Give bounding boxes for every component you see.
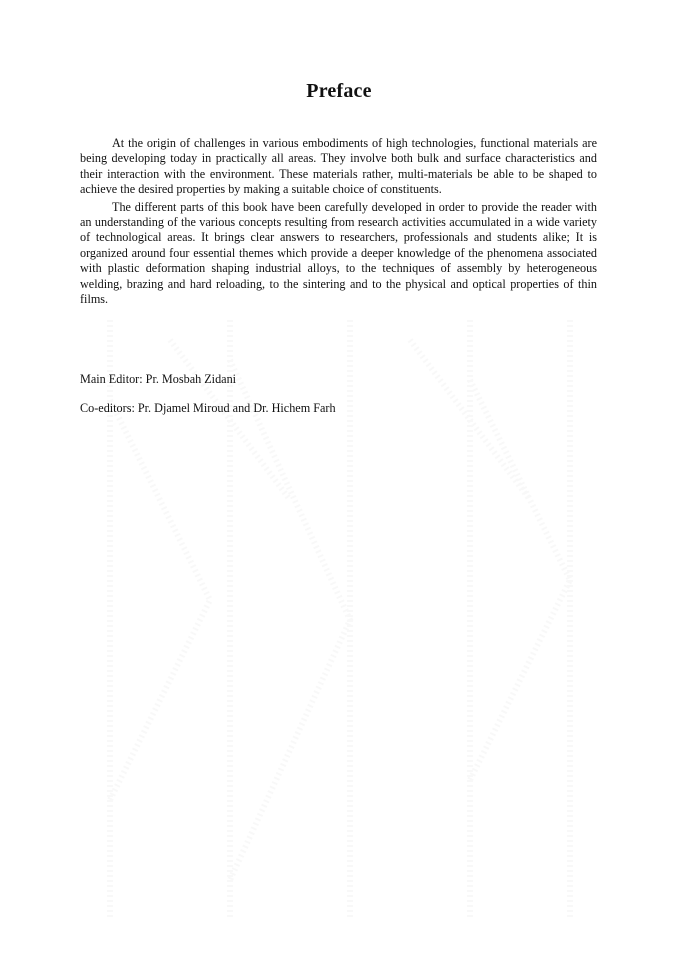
paragraph-2: The different parts of this book have been carefully developed in order to provide the reader with an understanding of the various concepts resulting from research activities accumulated in a wide variety of technological areas. It brings clear answers to researchers, professionals and students alike; It is organized around four essential themes which provide a deeper knowledge of the phenomena associated with plastic deformation shaping industrial alloys, to the techniques of assembly by heterogeneous welding, brazing and hard reloading, to the sintering and to the physical and optical properties of thin films. xyxy=(80,199,597,307)
main-editor: Main Editor: Pr. Mosbah Zidani xyxy=(80,372,237,386)
co-editors: Co-editors: Pr. Djamel Miroud and Dr. Hichem Farh xyxy=(80,401,336,415)
editor-credits xyxy=(80,372,600,416)
paragraph-1: At the origin of challenges in various embodiments of high technologies, functional materials are being developing today in practically all areas. They involve both bulk and surface characteristics and their interaction with the environment. These materials rather, multi-materials be able to be shaped to achieve the desired properties by making a suitable choice of constituents. xyxy=(80,136,597,197)
preface-body xyxy=(80,136,597,309)
page-title: Preface xyxy=(306,80,372,102)
